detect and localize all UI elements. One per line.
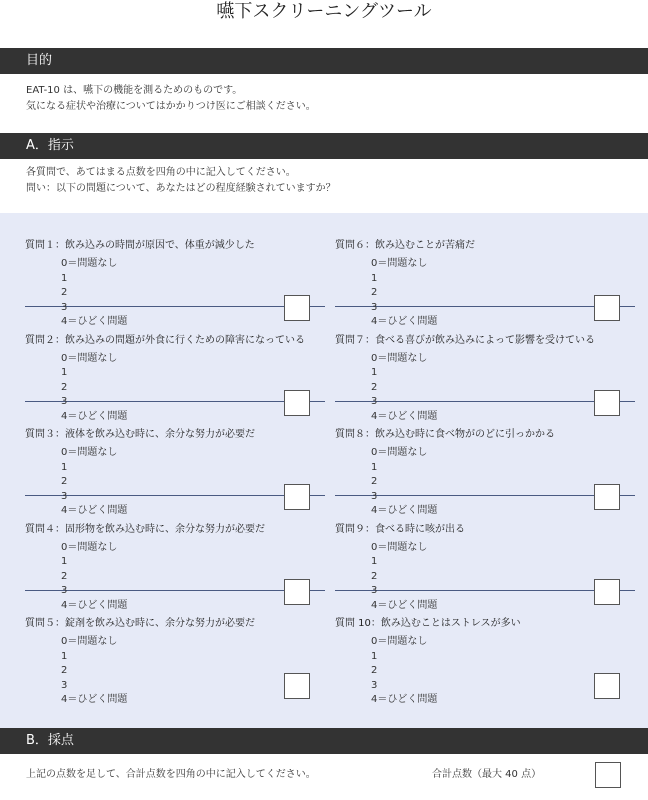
answer-option: 1 [371,272,378,284]
answer-option: 0＝問題なし [371,447,428,459]
answer-option: 3 [371,396,378,408]
answer-option: 1 [371,461,378,473]
answer-option: 2 [61,287,68,298]
section-header-scoring: B．採点 [0,728,648,754]
question-right-2 [335,308,635,422]
answer-option: 3 [371,679,378,691]
answer-option: 3 [371,490,378,502]
answer-option: 2 [371,665,378,677]
question-text: 質問１：飲み込みの時間が原因で、体重が減少した [25,240,255,251]
section-header-purpose: 目的 [0,48,648,74]
answer-option: 3 [61,585,68,597]
page-title: 嚥下スクリーニングツール [216,1,432,22]
total-score-label: 合計点数（最大 40 点） [432,769,542,780]
question-text: 質問６：飲み込むことが苦痛だ [335,240,475,251]
answer-option: 1 [61,650,68,662]
purpose-line-2: 気になる症状や治療についてはかかりつけ医にご相談ください。 [26,101,316,112]
question-right-3 [335,402,635,517]
answer-option: 3 [61,679,68,691]
question-text: 質問３：液体を飲み込む時に、余分な努力が必要だ [25,429,255,441]
answer-option: 4＝ひどく問題 [61,505,128,517]
answer-option: 0＝問題なし [371,636,428,648]
question-left-2 [25,308,325,422]
answer-option: 0＝問題なし [371,258,428,269]
answer-option: 2 [371,476,378,488]
answer-option: 3 [61,490,68,502]
answer-option: 0＝問題なし [61,447,118,459]
answer-option: 0＝問題なし [61,541,118,553]
section-header-instructions: A．指示 [0,133,648,159]
answer-option: 1 [371,367,378,379]
answer-option: 0＝問題なし [371,352,428,364]
answer-option: 4＝ひどく問題 [371,316,438,327]
question-right-4 [335,497,635,611]
answer-option: 1 [371,650,378,662]
answer-option: 4＝ひどく問題 [61,694,128,706]
answer-option: 2 [61,381,68,393]
answer-options [61,635,127,708]
answer-option: 0＝問題なし [61,636,118,648]
answer-option: 4＝ひどく問題 [371,505,438,517]
question-left-5 [25,591,325,706]
question-right-1 [335,213,635,327]
question-left-4 [25,497,325,611]
scoring-instruction: 上記の点数を足して、合計点数を四角の中に記入してください。 [26,769,316,780]
answer-option: 4＝ひどく問題 [371,694,438,706]
question-left-3 [25,402,325,517]
question-left-1 [25,213,325,327]
question-text: 質問５：錠剤を飲み込む時に、余分な努力が必要だ [25,618,255,630]
answer-option: 3 [371,585,378,597]
answer-option: 3 [61,301,68,313]
question-text: 質問９：食べる時に咳が出る [335,523,465,535]
answer-option: 3 [371,301,378,313]
answer-option: 4＝ひどく問題 [61,316,128,327]
questions-area [0,213,648,729]
question-text: 質問 10：飲み込むことはストレスが多い [335,618,521,630]
answer-option: 1 [371,556,378,568]
answer-option: 4＝ひどく問題 [61,410,128,422]
question-text: 質問２：飲み込みの問題が外食に行くための障害になっている [25,334,305,346]
answer-option: 2 [371,381,378,393]
answer-option: 0＝問題なし [61,352,118,364]
question-text: 質問８：飲み込む時に食べ物がのどに引っかかる [335,429,555,441]
answer-option: 2 [61,665,68,677]
answer-option: 1 [61,367,68,379]
answer-option: 1 [61,556,68,568]
answer-option: 4＝ひどく問題 [371,599,438,611]
answer-option: 4＝ひどく問題 [61,599,128,611]
answer-option: 0＝問題なし [61,258,118,269]
question-right-5 [335,591,635,706]
answer-option: 2 [371,570,378,582]
question-text: 質問７：食べる喜びが飲み込みによって影響を受けている [335,334,595,346]
answer-option: 2 [61,570,68,582]
answer-option: 0＝問題なし [371,541,428,553]
score-box[interactable] [284,673,310,699]
answer-option: 2 [371,287,378,298]
answer-option: 1 [61,272,68,284]
instructions-line-1: 各質問で、あてはまる点数を四角の中に記入してください。 [26,167,296,178]
answer-options [371,635,437,708]
answer-option: 4＝ひどく問題 [371,410,438,422]
answer-option: 1 [61,461,68,473]
question-text: 質問４：固形物を飲み込む時に、余分な努力が必要だ [25,523,265,535]
answer-option: 3 [61,396,68,408]
answer-option: 2 [61,476,68,488]
score-box[interactable] [594,673,620,699]
purpose-line-1: EAT-10 は、嚥下の機能を測るためのものです。 [26,85,243,96]
instructions-line-2: 問い：以下の問題について、あなたはどの程度経験されていますか？ [26,183,336,194]
total-score-box[interactable] [595,762,621,788]
